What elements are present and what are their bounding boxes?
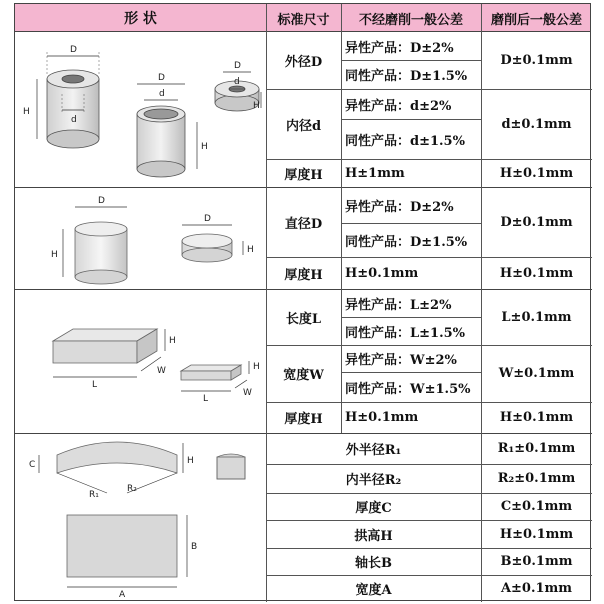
- dim-width: 宽度W: [283, 368, 324, 383]
- tol-unground: H±0.1mm: [345, 410, 419, 425]
- svg-text:H: H: [253, 101, 260, 111]
- svg-text:H: H: [187, 456, 194, 466]
- svg-text:d: d: [71, 115, 77, 125]
- tol-unground-same: 同性产品：d±1.5%: [345, 133, 465, 149]
- svg-text:R₂: R₂: [127, 484, 137, 494]
- svg-text:A: A: [119, 590, 126, 600]
- tol-unground: H±0.1mm: [345, 265, 419, 281]
- dim-inner-diameter: 内径d: [285, 118, 322, 134]
- tol-ground: L±0.1mm: [501, 309, 572, 325]
- tolerance-table: [14, 3, 591, 601]
- svg-text:H: H: [201, 142, 208, 152]
- dim-arch-height: 拱高H: [354, 528, 393, 544]
- svg-text:H: H: [247, 245, 254, 255]
- tol-unground-same: 同性产品：L±1.5%: [345, 325, 466, 341]
- header-unground-tolerance: 不经磨削一般公差: [358, 12, 463, 28]
- svg-text:L: L: [203, 394, 209, 404]
- tol-ground: H±0.1mm: [499, 410, 574, 425]
- tol-ground: R₂±0.1mm: [497, 471, 576, 486]
- svg-text:W: W: [157, 366, 166, 376]
- header-ground-tolerance: 磨削后一般公差: [490, 12, 582, 28]
- svg-text:L: L: [92, 380, 98, 390]
- dim-width-a: 宽度A: [355, 583, 392, 598]
- ring-diagram: [17, 34, 264, 184]
- header-standard-size: 标准尺寸: [277, 12, 330, 28]
- svg-text:B: B: [191, 542, 198, 552]
- svg-text:D: D: [204, 214, 211, 224]
- tol-ground: R₁±0.1mm: [497, 441, 576, 456]
- dim-diameter: 直径D: [284, 216, 323, 232]
- svg-text:d: d: [234, 77, 240, 87]
- svg-text:H: H: [23, 107, 30, 117]
- tol-ground: H±0.1mm: [499, 165, 574, 181]
- tol-ground: W±0.1mm: [498, 366, 575, 381]
- dim-thickness: 厚度H: [284, 267, 323, 283]
- dim-outer-radius: 外半径R₁: [345, 443, 402, 458]
- svg-text:D: D: [234, 61, 241, 71]
- tol-unground-opposite: 异性产品：W±2%: [345, 353, 457, 368]
- dim-axial-length: 轴长B: [355, 556, 392, 571]
- tol-ground: D±0.1mm: [500, 214, 573, 230]
- tol-ground: B±0.1mm: [500, 554, 573, 569]
- tol-unground-opposite: 异性产品：L±2%: [345, 297, 452, 313]
- block-diagram: [17, 291, 264, 431]
- arc-segment-diagram: [17, 435, 264, 600]
- dim-thickness: 厚度H: [284, 167, 323, 183]
- dim-inner-radius: 内半径R₂: [345, 473, 402, 488]
- tol-unground-same: 同性产品：W±1.5%: [345, 381, 471, 397]
- tol-ground: d±0.1mm: [501, 116, 572, 132]
- svg-text:D: D: [158, 73, 165, 83]
- svg-text:H: H: [51, 250, 58, 260]
- tol-ground: A±0.1mm: [500, 581, 573, 596]
- tol-unground-opposite: 异性产品：d±2%: [345, 98, 452, 114]
- tol-ground: H±0.1mm: [499, 265, 574, 281]
- dim-thickness: 厚度H: [284, 412, 323, 427]
- dim-thickness-c: 厚度C: [355, 501, 392, 516]
- tol-unground-same: 同性产品：D±1.5%: [345, 234, 468, 250]
- label-D: D: [70, 45, 77, 55]
- svg-text:R₁: R₁: [89, 490, 99, 500]
- svg-text:C: C: [29, 460, 36, 470]
- svg-text:W: W: [243, 388, 252, 398]
- svg-text:H: H: [253, 362, 260, 372]
- tol-ground: D±0.1mm: [500, 53, 573, 68]
- svg-text:d: d: [159, 89, 165, 99]
- tol-unground-opposite: 异性产品：D±2%: [345, 199, 454, 215]
- disc-diagram: [17, 189, 264, 287]
- dim-outer-diameter: 外径D: [284, 55, 323, 70]
- tol-ground: H±0.1mm: [499, 526, 574, 542]
- svg-text:H: H: [169, 336, 176, 346]
- tol-ground: C±0.1mm: [500, 499, 573, 514]
- svg-text:D: D: [98, 196, 105, 206]
- tol-unground: H±1mm: [345, 165, 405, 181]
- header-shape: 形 状: [124, 11, 157, 27]
- tol-unground-same: 同性产品：D±1.5%: [345, 69, 468, 84]
- tol-unground-opposite: 异性产品：D±2%: [345, 40, 454, 56]
- dim-length: 长度L: [285, 311, 322, 327]
